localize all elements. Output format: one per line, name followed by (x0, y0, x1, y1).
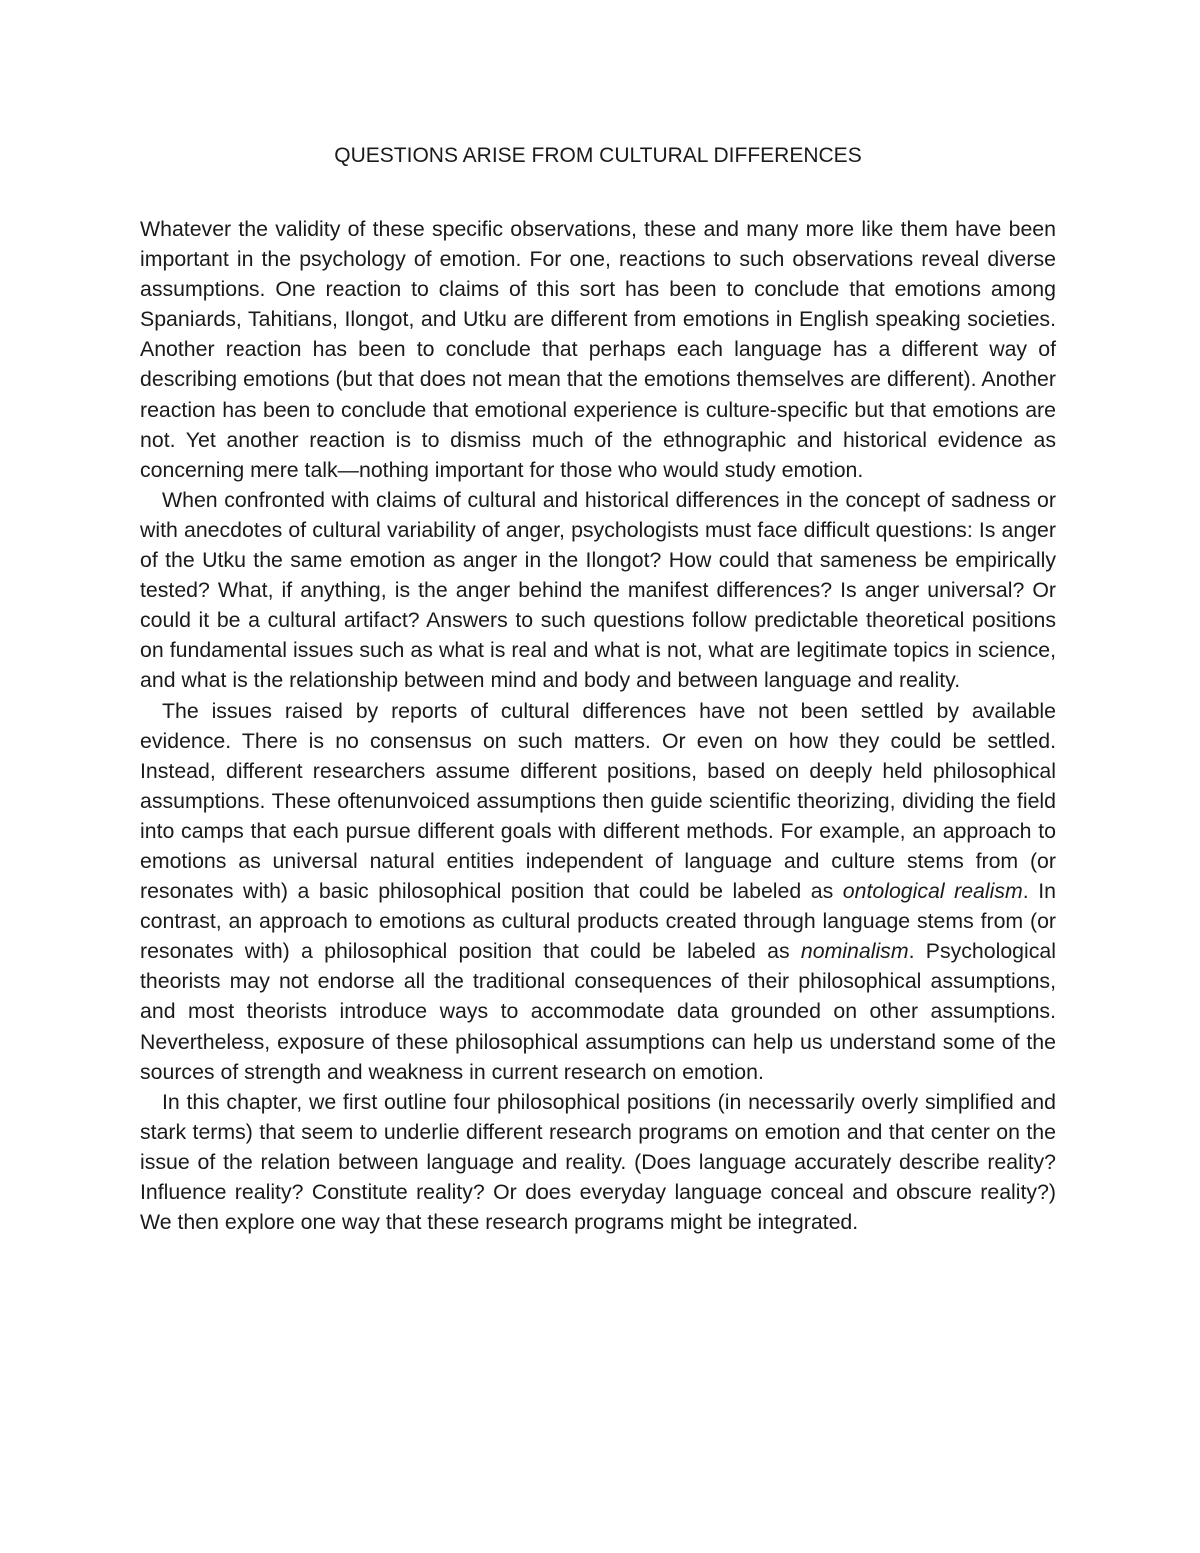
paragraph-3 (140, 696, 1056, 1087)
paragraph-1: Whatever the validity of these specific observations, these and many more like them have been important in the psychology of emotion. For one, reactions to such observations reveal diverse assumptions. One reaction to claims of this sort has been to conclude that emotions among Spaniards, Tahitians, Ilongot, and Utku are different from emotions in English speaking societies. Another reaction has been to conclude that perhaps each language has a different way of describing emotions (but that does not mean that the emotions themselves are different). Another reaction has been to conclude that emotional experience is culture-specific but that emotions are not. Yet another reaction is to dismiss much of the ethnographic and historical evidence as concerning mere talk—nothing important for those who would study emotion. (140, 217, 1056, 482)
paragraph-4: In this chapter, we first outline four philosophical positions (in necessarily overly simplified and stark terms) that seem to underlie different research programs on emotion and that center on the issue of the relation between language and reality. (Does language accurately describe reality? Influence reality? Constitute reality? Or does everyday language conceal and obscure reality?) We then explore one way that these research programs might be integrated. (140, 1089, 1056, 1235)
paragraph-2: When confronted with claims of cultural and historical differences in the concept of sadness or with anecdotes of cultural variability of anger, psychologists must face difficult questions: Is anger of the Utku the same emotion as anger in the Ilongot? How could that sameness be empirically tested? What, if anything, is the anger behind the manifest differences? Is anger universal? Or could it be a cultural artifact? Answers to such questions follow predictable theoretical positions on fundamental issues such as what is real and what is not, what are legitimate topics in science, and what is the relationship between mind and body and between language and reality. (140, 487, 1056, 693)
paragraph-3-text-b: . In contrast, an approach to emotions as cultural products created through language stems from (or resonates with) a philosophical position that could be labeled as (140, 879, 1056, 964)
term-nominalism: nominalism (800, 939, 909, 964)
term-ontological-realism: ontological realism (842, 879, 1023, 904)
document-page (140, 142, 1056, 1237)
paragraph-3-text-a: The issues raised by reports of cultural differences have not been settled by available evidence. There is no consensus on such matters. Or even on how they could be settled. Instead, different researchers assume different positions, based on deeply held philosophical assumptions. These oftenunvoiced assumptions then guide scientific theorizing, dividing the field into camps that each pursue different goals with different methods. For example, an approach to emotions as universal natural entities independent of language and culture stems from (or resonates with) a basic philosophical position that could be labeled as (140, 698, 1056, 904)
paragraph-3-text-c: . Psychological theorists may not endorse all the traditional consequences of their philosophical assumptions, and most theorists introduce ways to accommodate data grounded on other assumptions. Nevertheless, exposure of these philosophical assumptions can help us understand some of the sources of strength and weakness in current research on emotion. (140, 939, 1056, 1084)
page-title: QUESTIONS ARISE FROM CULTURAL DIFFERENCES (334, 144, 862, 167)
